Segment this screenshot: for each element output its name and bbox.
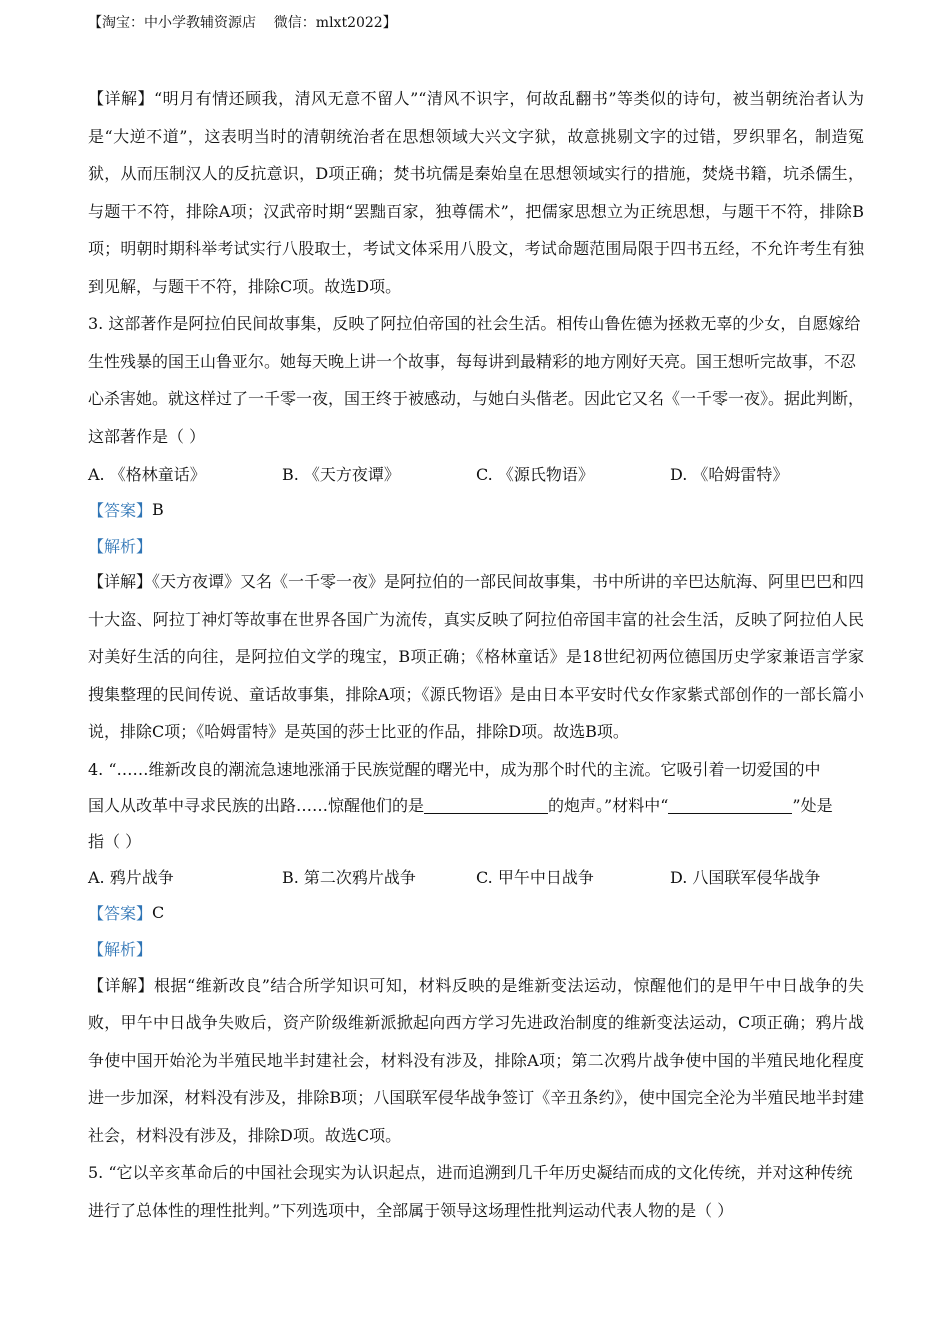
fill-blank (668, 795, 792, 814)
q4-stem-line2 (88, 787, 864, 823)
q3-stem: 3. 这部著作是阿拉伯民间故事集，反映了阿拉伯帝国的社会生活。相传山鲁佐德为拯救无辜的少女，自愿嫁给生性残暴的国王山鲁亚尔。她每天晚上讲一个故事，每每讲到最精彩的地方刚好天亮。国王想听完故事，不忍心杀害她。就这样过了一千零一夜，国王终于被感动，与她白头偕老。因此它又名《一千零一夜》。据此判断，这部著作是（ ） (88, 314, 865, 446)
q4-text-a: 国人从改革中寻求民族的出路……惊醒他们的是 (88, 796, 425, 815)
answer-tag: 【答案】 (88, 904, 153, 923)
q3-option-b: B. 《天方夜谭》 (282, 464, 400, 484)
q3-analysis (88, 527, 864, 563)
q4-detail: 【详解】根据“维新改良”结合所学知识可知，材料反映的是维新变法运动，惊醒他们的是甲午中日战争的失败，甲午中日战争失败后，资产阶级维新派掀起向西方学习先进政治制度的维新变法运动，C项正确；鸦片战争使中国开始沦为半殖民地半封建社会，材料没有涉及，排除A项；第二次鸦片战争使中国的半殖民地化程度进一步加深，材料没有涉及，排除B项；八国联军侵华战争签订《辛丑条约》，使中国完全沦为半殖民地半封建社会，材料没有涉及，排除D项。故选C项。 (88, 975, 864, 1145)
q3-options (88, 455, 864, 491)
q2-detail: 【详解】“明月有情还顾我，清风无意不留人”“清风不识字，何故乱翻书”等类似的诗句，被当朝统治者认为是“大逆不道”，这表明当时的清朝统治者在思想领域大兴文字狱，故意挑剔文字的过错，罗织罪名，制造冤狱，从而压制汉人的反抗意识，D项正确；焚书坑儒是秦始皇在思想领域实行的措施，焚烧书籍，坑杀儒生，与题干不符，排除A项；汉武帝时期“罢黜百家，独尊儒术”，把儒家思想立为正统思想，与题干不符，排除B项；明朝时期科举考试实行八股取士，考试文体采用八股文，考试命题范围局限于四书五经，不允许考生有独到见解，与题干不符，排除C项。故选D项。 (88, 89, 864, 296)
q3-option-c: C. 《源氏物语》 (476, 464, 594, 484)
q4-option-d: D. 八国联军侵华战争 (670, 868, 821, 887)
q4-option-c: C. 甲午中日战争 (476, 868, 594, 887)
answer-tag: 【答案】 (88, 500, 153, 520)
q4-option-b: B. 第二次鸦片战争 (282, 868, 416, 887)
q4-options (88, 859, 864, 895)
q4-analysis (88, 931, 864, 967)
q4-text-b: 的炮声。”材料中“ (548, 796, 669, 815)
q3-option-a: A. 《格林童话》 (88, 464, 206, 484)
page-header: 【淘宝：中小学教辅资源店 微信：mlxt2022】 (88, 15, 397, 31)
q4-stem-line1: 4. “……维新改良的潮流急速地涨涌于民族觉醒的曙光中，成为那个时代的主流。它吸引着一切爱国的中 (88, 760, 821, 779)
q3-option-d: D. 《哈姆雷特》 (670, 464, 789, 484)
fill-blank (424, 795, 548, 814)
answer-value: C (152, 903, 165, 922)
q4-stem-line3: 指（ ） (88, 832, 142, 851)
q3-detail: 【详解】《天方夜谭》又名《一千零一夜》是阿拉伯的一部民间故事集，书中所讲的辛巴达航海、阿里巴巴和四十大盗、阿拉丁神灯等故事在世界各国广为流传，真实反映了阿拉伯帝国丰富的社会生活，反映了阿拉伯人民对美好生活的向往，是阿拉伯文学的瑰宝，B项正确；《格林童话》是18世纪初两位德国历史学家兼语言学家搜集整理的民间传说、童话故事集，排除A项；《源氏物语》是由日本平安时代女作家紫式部创作的一部长篇小说，排除C项；《哈姆雷特》是英国的莎士比亚的作品，排除D项。故选B项。 (88, 572, 865, 741)
q4-answer (88, 895, 864, 931)
q3-answer (88, 491, 864, 527)
q4-text-c: ”处是 (792, 796, 833, 815)
analysis-tag: 【解析】 (88, 940, 153, 959)
q4-option-a: A. 鸦片战争 (88, 868, 174, 887)
document-body (88, 80, 864, 1229)
answer-value: B (152, 499, 164, 519)
q5-stem: 5. “它以辛亥革命后的中国社会现实为认识起点，进而追溯到几千年历史凝结而成的文化传统，并对这种传统进行了总体性的理性批判。”下列选项中，全部属于领导这场理性批判运动代表人物的是（ ） (88, 1163, 853, 1220)
analysis-tag: 【解析】 (88, 536, 153, 556)
